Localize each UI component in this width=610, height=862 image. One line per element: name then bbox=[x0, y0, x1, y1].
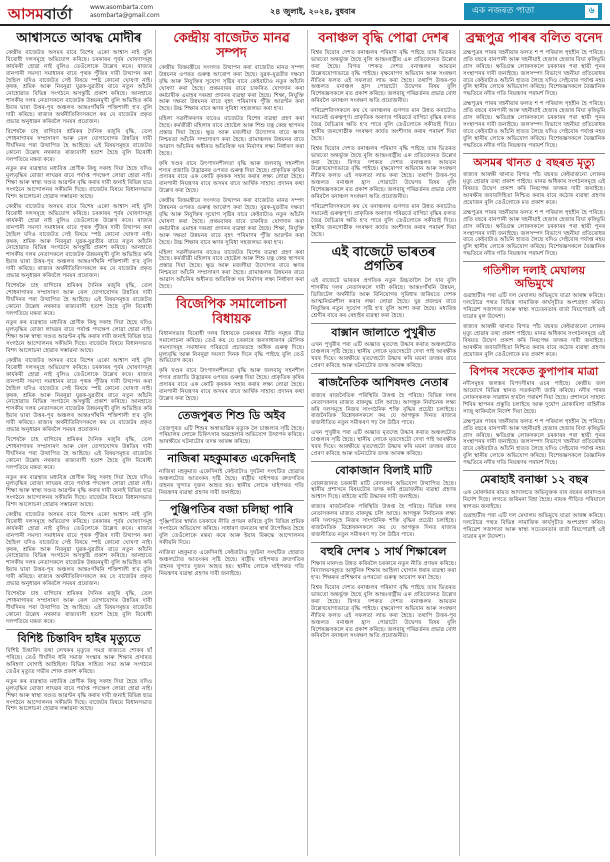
article-text: গুৱাহাটীৰ পৰা এটি দল মেঘালয় অভিমুখে যাত্ৰা আৰম্ভ কৰিছে। দলটোৱে পথত বিভিন্ন সামাজিক কাৰ্যসূচীত অংশগ্ৰহণ কৰিব। পৰিৱেশ সজাগতা আৰু স্বাস্থ্য সচেতনতাৰ বাৰ্তা বিয়পোৱাই এই যাত্ৰাৰ মূল উদ্দেশ্য। bbox=[463, 293, 605, 321]
article-text: বিশ্বৰ যিবোৰ দেশত বনাঞ্চলৰ পৰিমাণ বৃদ্ধি পাইছে তাৰ ভিতৰত ভাৰতো অন্তৰ্ভুক্ত হৈছে বুলি আন্তঃৰাষ্ট্ৰীয় এক প্ৰতিবেদনত উল্লেখ কৰা হৈছে। বিগত দশকত দেশত বনাঞ্চলৰ আয়তন উল্লেখযোগ্যভাৱে বৃদ্ধি পাইছে। বৃক্ষৰোপণ অভিযান আৰু সংৰক্ষণ নীতিৰ ফলত এই সফলতা লাভ কৰা হৈছে। তথাপি উত্তৰ-পূব অঞ্চলত বনাঞ্চল হ্ৰাস পোৱাটো উদ্বেগৰ বিষয় বুলি বিশেষজ্ঞসকলে মত প্ৰকাশ কৰিছে। জলবায়ু পৰিৱৰ্তনৰ প্ৰভাৱ ৰোধ কৰিবলৈ বনাঞ্চল সংৰক্ষণ অতি প্ৰয়োজনীয়। bbox=[311, 145, 456, 201]
article-text: এক মোকৰ্দমাৰ ৰায়ত আদালতে অভিযুক্তক বাৰ বছৰৰ কাৰাদণ্ডৰ নিৰ্দেশ দিছে। লগতে জৰিমনা বিহা হৈছে। ৰায়ক পীড়িত পৰিয়ালে স্বাগতম জনাইছে। bbox=[463, 489, 605, 510]
dateline: ২৪ জুলাই, ২০২৪, বুধবাৰ bbox=[270, 7, 356, 16]
headline: ৰাজনৈতিক আশিষদণ্ড নেতাৰ bbox=[318, 376, 449, 390]
headline: বিজেপিক সমালোচনা বিধায়ক bbox=[176, 296, 287, 327]
column-4 bbox=[463, 30, 605, 856]
section-tag bbox=[464, 3, 602, 20]
article-text: বিশেষকৈ চাহ বাগিচাৰ শ্ৰমিকৰ দৈনিক মজুৰি বৃদ্ধি, তেল শোধনাগাৰৰ সম্প্ৰসাৰণ আৰু ৰেল যোগাযোগৰ উন্নতিৰ দাবী দীৰ্ঘদিনৰ পৰা উত্থাপিত হৈ আহিছে। এই বিষয়সমূহত বাজেটত কোনো উল্লেখ নথকাত ৰাজ্যবাসী হতাশ হৈছে বুলি বিৰোধী দলপতিয়ে মন্তব্য কৰে। bbox=[6, 282, 152, 317]
article-text: মহিলা সৱলীকৰণৰ বাবেও বাজেটত বিশেষ ব্যৱস্থা গ্ৰহণ কৰা হৈছে। কৰ্মজীৱী মহিলাৰ বাবে হোষ্টেল আৰু শিশু যত্ন কেন্দ্ৰ স্থাপনৰ প্ৰস্তাৱ দিয়া হৈছে। ক্ষুদ্ৰ আৰু মজলীয়া উদ্যোগৰ বাবে ঋণৰ নিশ্চয়তা আঁচনি সম্প্ৰসাৰণ কৰা হৈছে। গ্ৰামাঞ্চলৰ উন্নয়নৰ বাবে আৱাস আঁচনিৰ অধীনত অতিৰিক্ত ঘৰ নিৰ্মাণৰ লক্ষ্য নিৰ্ধাৰণ কৰা হৈছে। bbox=[159, 116, 304, 157]
article-text: নদীসমূহৰ জলস্তৰ বিপদসীমাৰ ওচৰ পাইছে। কেন্দ্ৰীয় জল আয়োগে বিভিন্ন স্থানত সতৰ্কবাণী জাৰি কৰিছে। নদীৰ পাৰৰ লোকসকলক সাৱধান হ'বলৈ পৰামৰ্শ দিয়া হৈছে। প্ৰশাসনে সাহায্য শিবিৰ স্থাপনৰ প্ৰস্তুতি চলাইছে আৰু দুৰ্যোগ মোকাবিলা বাহিনীক সাজু থাকিবলৈ নিৰ্দেশ দিয়া হৈছে। bbox=[463, 381, 605, 415]
article-text: ব্ৰহ্মপুত্ৰৰ পাৰৰ খহনীয়াৰ ফলত শ শ পৰিয়াল গৃহহীন হৈ পৰিছে। প্ৰতি বছৰে বানপানী আৰু খহনীয়াই হেজাৰ হেজাৰ বিঘা কৃষিভূমি গ্ৰাস কৰিছে। ক্ষতিগ্ৰস্ত লোকসকলে চৰকাৰৰ পৰা স্থায়ী পুনৰ সংস্থাপনৰ দাবী জনাইছে। জলসম্পদ বিভাগে খহনীয়া প্ৰতিৰোধৰ বাবে কেইবাটাও আঁচনি হাতত লৈছে যদিও সেইবোৰ পৰ্যাপ্ত নহয় বুলি স্থানীয় লোকে অভিযোগ কৰিছে। বিশেষজ্ঞসকলে বৈজ্ঞানিক পদ্ধতিৰে নদীৰ গতি নিয়ন্ত্ৰণৰ পৰামৰ্শ দিছে। bbox=[463, 101, 605, 149]
article-text: কেন্দ্ৰীয় বাজেটত অসমৰ বাবে বিশেষ একো আশ্বাস নাই বুলি বিৰোধী দলসমূহে অভিযোগ কৰিছে। চৰকাৰৰ পূৰ্বৰ ঘোষণাসমূহ কাৰ্যকৰী হোৱা নাই বুলিও তেওঁলোকে উল্লেখ কৰে। ৰাজ্যৰ বানপানী সমস্যা সমাধানৰ বাবে পৃথক পুঁজিৰ দাবী উত্থাপন কৰা হৈছিল যদিও বাজেটত সেই বিষয়ে স্পষ্ট কোনো ঘোষণা নাই। কৃষক, শ্ৰমিক আৰু নিবনুৱা যুৱক-যুৱতীৰ বাবে নতুন আঁচনি নোহোৱাত বিভিন্ন সংগঠনে অসন্তুষ্টি প্ৰকাশ কৰিছে। আনহাতে শাসকীয় দলৰ নেতাসকলে বাজেটক উন্নয়নমুখী বুলি অভিহিত কৰি ইয়াৰ দ্বাৰা উত্তৰ-পূব অঞ্চলৰ আন্তঃগাঁথনি শক্তিশালী হ'ব বুলি দাবী কৰিছে। ৰাজ্যৰ অৰ্থনীতিবিদসকলে কয় যে বাজেটৰ প্ৰকৃত প্ৰভাৱ অনুধাৱন কৰিবলৈ সময়ৰ প্ৰয়োজন। bbox=[6, 49, 152, 125]
headline: বোকাজান বিলাই মাটি bbox=[335, 463, 432, 477]
article-text: নতুন কৰ ব্যৱস্থাত মধ্যবিত্ত শ্ৰেণীক কিছু সকাহ দিয়া হৈছে যদিও মূল্যবৃদ্ধিৰ বোজা লাঘৱৰ বাবে পৰ্যাপ্ত পদক্ষেপ লোৱা হোৱা নাই। শিক্ষা আৰু স্বাস্থ্য খণ্ডত আৱণ্টন বৃদ্ধি কৰাৰ দাবী জনাই বিভিন্ন ছাত্ৰ সংগঠনে আন্দোলনৰ সকীয়নি দিছে। বাজেটৰ বিষয়ে বিধানসভাত বিশদ আলোচনা হোৱাৰ সম্ভাৱনা আছে। bbox=[6, 320, 152, 355]
headline: বহুৰি দেশৰ ১ সাৰ্থ শিক্ষাৰেল bbox=[320, 544, 447, 558]
article-text: কেন্দ্ৰীয় বিত্তমন্ত্ৰীয়ে সংসদত উত্থাপন কৰা বাজেটত মানৱ সম্পদ উন্নয়নৰ ওপৰত গুৰুত্ব আৰোপ কৰা হৈছে। যুৱক-যুৱতীৰ দক্ষতা বৃদ্ধি আৰু নিযুক্তিৰ সুযোগ সৃষ্টিৰ বাবে কেইবাটাও নতুন আঁচনি ঘোষণা কৰা হৈছে। প্ৰথমবাৰৰ বাবে চাকৰিত যোগদান কৰা কৰ্মচাৰীক এমাহৰ দৰমহা প্ৰদানৰ ব্যৱস্থা কৰা হৈছে। শিক্ষা, নিযুক্তি আৰু দক্ষতা উন্নয়নৰ বাবে বৃহৎ পৰিমাণৰ পুঁজি আৱণ্টন কৰা হৈছে। উচ্চ শিক্ষাৰ বাবে ঋণৰ সুবিধা সহজলভ্য কৰা হ'ব। bbox=[159, 198, 304, 246]
article-text: গুৱাহাটীৰ পৰা এটি দল মেঘালয় অভিমুখে যাত্ৰা আৰম্ভ কৰিছে। দলটোৱে পথত বিভিন্ন সামাজিক কাৰ্যসূচীত অংশগ্ৰহণ কৰিব। পৰিৱেশ সজাগতা আৰু স্বাস্থ্য সচেতনতাৰ বাৰ্তা বিয়পোৱাই এই যাত্ৰাৰ মূল উদ্দেশ্য। bbox=[463, 513, 605, 541]
headline: বিশিষ্ট চিন্তাবিদ হাইৰ মৃত্যুতে bbox=[17, 631, 141, 645]
headline: বাক্সান জালাতে পুখুৰীত bbox=[331, 325, 436, 339]
article-text: পৰিৱেশবিদসকলে কয় যে বনাঞ্চলৰ গুণগত মান উন্নত কৰাটোও সমানেই গুৰুত্বপূৰ্ণ। প্ৰাকৃতিক অৰণ্যৰ পৰিৱৰ্তে বাগিচা বৃদ্ধিৰ ফলত জৈৱ বৈচিত্ৰ্যৰ ক্ষতি হ'ব পাৰে বুলি তেওঁলোকে সকীয়াই দিয়ে। স্থানীয় জনগোষ্ঠীক সংৰক্ষণ কাৰ্যত অংশীদাৰ কৰাৰ পৰামৰ্শ দিয়া হৈছে। bbox=[311, 203, 456, 238]
column-3 bbox=[311, 30, 456, 856]
article-text: এখন পুখুৰীৰ পৰা এটি অজ্ঞাত মৃতদেহ উদ্ধাৰ কৰাত অঞ্চলটোত চাঞ্চল্যৰ সৃষ্টি হৈছে। স্থানীয় লোকে মৃতদেহটো দেখা পাই আৰক্ষীক খবৰ দিয়ে। আৰক্ষীয়ে মৃতদেহটো উদ্ধাৰ কৰি ময়না তদন্তৰ বাবে প্ৰেৰণ কৰিছে আৰু ঘটনাটোৰ তদন্ত আৰম্ভ কৰিছে। bbox=[311, 430, 456, 457]
article-text: কৃষি খণ্ডৰ বাবে উৎপাদনশীলতা বৃদ্ধি আৰু জলবায়ু সহনশীল শস্যৰ প্ৰজাতি উদ্ভাৱনৰ ওপৰত গুৰুত্ব দিয়া হৈছে। প্ৰাকৃতিক কৃষিৰ প্ৰসাৰৰ বাবে এক কোটি কৃষকক সহায় কৰাৰ লক্ষ্য লোৱা হৈছে। বানপানী নিয়ন্ত্ৰণৰ বাবে অসমৰ বাবে আৰ্থিক সাহায্য প্ৰদানৰ কথা উল্লেখ কৰা হৈছে। bbox=[159, 368, 304, 402]
article-text: বিশেষকৈ চাহ বাগিচাৰ শ্ৰমিকৰ দৈনিক মজুৰি বৃদ্ধি, তেল শোধনাগাৰৰ সম্প্ৰসাৰণ আৰু ৰেল যোগাযোগৰ উন্নতিৰ দাবী দীৰ্ঘদিনৰ পৰা উত্থাপিত হৈ আহিছে। এই বিষয়সমূহত বাজেটত কোনো উল্লেখ নথকাত ৰাজ্যবাসী হতাশ হৈছে বুলি বিৰোধী দলপতিয়ে মন্তব্য কৰে। bbox=[6, 128, 152, 163]
article-text: বিধানসভাৰ বিৰোধী দলৰ বিধায়কে চৰকাৰৰ নীতি সমূহৰ তীব্ৰ সমালোচনা কৰিছে। তেওঁ কয় যে চৰকাৰে জনসাধাৰণৰ মৌলিক সমস্যাসমূহ সমাধানৰ পৰিৱৰ্তে প্ৰচাৰতহে অধিক গুৰুত্ব দিছে। মূল্যবৃদ্ধি আৰু নিবনুৱা সমস্যা দিনক দিনে বৃদ্ধি পাইছে বুলি তেওঁ অভিযোগ কৰে। bbox=[159, 330, 304, 365]
article-text: ৰাজ্যৰ আৰক্ষী থানাত বিগত পাঁচ বছৰত কেইবাজনো লোকৰ মৃত্যু হোৱাৰ তথ্য প্ৰকাশ পাইছে। মানৱ অধিকাৰ সংগঠনসমূহে এই বিষয়ত উদ্বেগ প্ৰকাশ কৰি নিৰপেক্ষ তদন্তৰ দাবী জনাইছে। আৰক্ষীৰ জবাবদিহিতা নিশ্চিত কৰাৰ বাবে কঠোৰ ব্যৱস্থা গ্ৰহণৰ প্ৰয়োজন বুলি তেওঁলোকে মত প্ৰকাশ কৰে। bbox=[463, 324, 605, 358]
headline: বনাঞ্চল বৃদ্ধি পোৱা দেশৰ bbox=[318, 31, 449, 46]
headline: ব্ৰহ্মপুত্ৰ পাৰৰ বলিত বনেদ bbox=[465, 31, 603, 46]
column-1 bbox=[6, 30, 152, 856]
page-number: ৬ bbox=[585, 5, 598, 18]
article-text: কেন্দ্ৰীয় বাজেটত অসমৰ বাবে বিশেষ একো আশ্বাস নাই বুলি বিৰোধী দলসমূহে অভিযোগ কৰিছে। চৰকাৰৰ পূৰ্বৰ ঘোষণাসমূহ কাৰ্যকৰী হোৱা নাই বুলিও তেওঁলোকে উল্লেখ কৰে। ৰাজ্যৰ বানপানী সমস্যা সমাধানৰ বাবে পৃথক পুঁজিৰ দাবী উত্থাপন কৰা হৈছিল যদিও বাজেটত সেই বিষয়ে স্পষ্ট কোনো ঘোষণা নাই। কৃষক, শ্ৰমিক আৰু নিবনুৱা যুৱক-যুৱতীৰ বাবে নতুন আঁচনি নোহোৱাত বিভিন্ন সংগঠনে অসন্তুষ্টি প্ৰকাশ কৰিছে। আনহাতে শাসকীয় দলৰ নেতাসকলে বাজেটক উন্নয়নমুখী বুলি অভিহিত কৰি ইয়াৰ দ্বাৰা উত্তৰ-পূব অঞ্চলৰ আন্তঃগাঁথনি শক্তিশালী হ'ব বুলি দাবী কৰিছে। ৰাজ্যৰ অৰ্থনীতিবিদসকলে কয় যে বাজেটৰ প্ৰকৃত প্ৰভাৱ অনুধাৱন কৰিবলৈ সময়ৰ প্ৰয়োজন। bbox=[6, 203, 152, 280]
headline: মেৰাহাই বনাঞ্চা ১২ বছৰ bbox=[479, 473, 589, 487]
article-text: কেন্দ্ৰীয় বাজেটত অসমৰ বাবে বিশেষ একো আশ্বাস নাই বুলি বিৰোধী দলসমূহে অভিযোগ কৰিছে। চৰকাৰৰ পূৰ্বৰ ঘোষণাসমূহ কাৰ্যকৰী হোৱা নাই বুলিও তেওঁলোকে উল্লেখ কৰে। ৰাজ্যৰ বানপানী সমস্যা সমাধানৰ বাবে পৃথক পুঁজিৰ দাবী উত্থাপন কৰা হৈছিল যদিও বাজেটত সেই বিষয়ে স্পষ্ট কোনো ঘোষণা নাই। কৃষক, শ্ৰমিক আৰু নিবনুৱা যুৱক-যুৱতীৰ বাবে নতুন আঁচনি নোহোৱাত বিভিন্ন সংগঠনে অসন্তুষ্টি প্ৰকাশ কৰিছে। আনহাতে শাসকীয় দলৰ নেতাসকলে বাজেটক উন্নয়নমুখী বুলি অভিহিত কৰি ইয়াৰ দ্বাৰা উত্তৰ-পূব অঞ্চলৰ আন্তঃগাঁথনি শক্তিশালী হ'ব বুলি দাবী কৰিছে। ৰাজ্যৰ অৰ্থনীতিবিদসকলে কয় যে বাজেটৰ প্ৰকৃত প্ৰভাৱ অনুধাৱন কৰিবলৈ সময়ৰ প্ৰয়োজন। bbox=[6, 512, 152, 588]
headline: পুঞ্জিপতিৰ বজা চলিছা পাৰি bbox=[170, 502, 293, 516]
article-text: ৰাজ্যৰ ৰাজনৈতিক পৰিস্থিতি উত্তপ্ত হৈ পৰিছে। বিভিন্ন দলৰ নেতাসকলৰ মাজত বাকযুদ্ধ চলি আছে। আগন্তুক নিৰ্বাচনক লক্ষ্য কৰি দলসমূহে নিজৰ সাংগঠনিক শক্তি বৃদ্ধিৰ প্ৰচেষ্টা চলাইছে। ৰাজনৈতিক বিশ্লেষকসকলে কয় যে আগন্তুক দিনত ৰাজ্যৰ ৰাজনীতিত নতুন সমীকৰণ গঢ় লৈ উঠিব পাৰে। bbox=[311, 392, 456, 427]
article-text: বিশিষ্ট চিন্তাবিদ তথা লেখকৰ মৃত্যুত সমগ্ৰ ৰাজ্যতে শোকৰ ছাঁ পৰিছে। তেওঁ দীৰ্ঘদিন ধৰি সমাজ সংস্কাৰ আৰু শিক্ষাৰ প্ৰসাৰত অৰিহণা যোগাই আহিছিল। বিভিন্ন সাহিত্য সভা আৰু সংগঠনে তেওঁৰ মৃত্যুত গভীৰ শোক প্ৰকাশ কৰিছে। bbox=[6, 648, 152, 675]
section-label: এক নজৰত পাতা bbox=[472, 6, 535, 16]
masthead-email: asombarta@gmail.com bbox=[90, 12, 160, 19]
article-text: নাজিৰা মহকুমাত একেদিনাই কেইবাটাও দুৰ্ঘটনা সংঘটিত হোৱাত অঞ্চলটোত আতংকৰ সৃষ্টি হৈছে। ৰাষ্ট্ৰীয় ঘাইপথত দ্ৰুতগতিৰ বাহনৰ খুন্দাত দুজন আহত হয়। স্থানীয় লোকে ঘাইপথত গতি নিয়ন্ত্ৰণৰ ব্যৱস্থা গ্ৰহণৰ দাবী জনাইছে। bbox=[159, 468, 304, 496]
article-text: বিশেষকৈ চাহ বাগিচাৰ শ্ৰমিকৰ দৈনিক মজুৰি বৃদ্ধি, তেল শোধনাগাৰৰ সম্প্ৰসাৰণ আৰু ৰেল যোগাযোগৰ উন্নতিৰ দাবী দীৰ্ঘদিনৰ পৰা উত্থাপিত হৈ আহিছে। এই বিষয়সমূহত বাজেটত কোনো উল্লেখ নথকাত ৰাজ্যবাসী হতাশ হৈছে বুলি বিৰোধী দলপতিয়ে মন্তব্য কৰে। bbox=[6, 591, 152, 625]
article-text: এখন পুখুৰীৰ পৰা এটি অজ্ঞাত মৃতদেহ উদ্ধাৰ কৰাত অঞ্চলটোত চাঞ্চল্যৰ সৃষ্টি হৈছে। স্থানীয় লোকে মৃতদেহটো দেখা পাই আৰক্ষীক খবৰ দিয়ে। আৰক্ষীয়ে মৃতদেহটো উদ্ধাৰ কৰি ময়না তদন্তৰ বাবে প্ৰেৰণ কৰিছে আৰু ঘটনাটোৰ তদন্ত আৰম্ভ কৰিছে। bbox=[311, 342, 456, 370]
headline: তেজপুৰত শিশু ডি অইব bbox=[177, 408, 286, 422]
article-text: বোকাজানত চৰকাৰী মাটি বেদখলৰ অভিযোগ উত্থাপিত হৈছে। স্থানীয় প্ৰশাসনে বিষয়টোৰ তদন্ত কৰি প্ৰয়োজনীয় ব্যৱস্থা গ্ৰহণৰ আশ্বাস দিছে। ৰাইজে মাটি উদ্ধাৰৰ দাবী জনাইছে। bbox=[311, 480, 456, 501]
article-text: কৃষি খণ্ডৰ বাবে উৎপাদনশীলতা বৃদ্ধি আৰু জলবায়ু সহনশীল শস্যৰ প্ৰজাতি উদ্ভাৱনৰ ওপৰত গুৰুত্ব দিয়া হৈছে। প্ৰাকৃতিক কৃষিৰ প্ৰসাৰৰ বাবে এক কোটি কৃষকক সহায় কৰাৰ লক্ষ্য লোৱা হৈছে। বানপানী নিয়ন্ত্ৰণৰ বাবে অসমৰ বাবে আৰ্থিক সাহায্য প্ৰদানৰ কথা উল্লেখ কৰা হৈছে। bbox=[159, 160, 304, 195]
headline: বিপদৰ সংকেত কুপাপাৰ মাত্ৰা bbox=[469, 364, 599, 378]
article-text: ব্ৰহ্মপুত্ৰৰ পাৰৰ খহনীয়াৰ ফলত শ শ পৰিয়াল গৃহহীন হৈ পৰিছে। প্ৰতি বছৰে বানপানী আৰু খহনীয়াই হেজাৰ হেজাৰ বিঘা কৃষিভূমি গ্ৰাস কৰিছে। ক্ষতিগ্ৰস্ত লোকসকলে চৰকাৰৰ পৰা স্থায়ী পুনৰ সংস্থাপনৰ দাবী জনাইছে। জলসম্পদ বিভাগে খহনীয়া প্ৰতিৰোধৰ বাবে কেইবাটাও আঁচনি হাতত লৈছে যদিও সেইবোৰ পৰ্যাপ্ত নহয় বুলি স্থানীয় লোকে অভিযোগ কৰিছে। বিশেষজ্ঞসকলে বৈজ্ঞানিক পদ্ধতিৰে নদীৰ গতি নিয়ন্ত্ৰণৰ পৰামৰ্শ দিছে। bbox=[463, 209, 605, 258]
article-text: বিশেষকৈ চাহ বাগিচাৰ শ্ৰমিকৰ দৈনিক মজুৰি বৃদ্ধি, তেল শোধনাগাৰৰ সম্প্ৰসাৰণ আৰু ৰেল যোগাযোগৰ উন্নতিৰ দাবী দীৰ্ঘদিনৰ পৰা উত্থাপিত হৈ আহিছে। এই বিষয়সমূহত বাজেটত কোনো উল্লেখ নথকাত ৰাজ্যবাসী হতাশ হৈছে বুলি বিৰোধী দলপতিয়ে মন্তব্য কৰে। bbox=[6, 436, 152, 471]
article-text: শিক্ষাৰ মানদণ্ড উন্নত কৰিবলৈ চৰকাৰে নতুন নীতি প্ৰণয়ন কৰিছে। বিদ্যালয়সমূহত আধুনিক শিক্ষাৰ আহিলা যোগান ধৰাৰ ব্যৱস্থা কৰা হ'ব। শিক্ষকৰ প্ৰশিক্ষণৰ ওপৰতো গুৰুত্ব আৰোপ কৰা হৈছে। bbox=[311, 561, 456, 582]
article-text: পুঞ্জিপতিৰ স্বাৰ্থত চৰকাৰে নীতি প্ৰণয়ন কৰিছে বুলি বিভিন্ন শ্ৰমিক সংগঠনে অভিযোগ কৰিছে। সাধাৰণ জনতাৰ স্বাৰ্থ উপেক্ষিত হৈছে বুলি তেওঁলোকে মন্তব্য কৰে আৰু ইয়াৰ বিৰুদ্ধে আন্দোলনৰ সকীয়নি দিয়ে। bbox=[159, 519, 304, 546]
article-text: ব্ৰহ্মপুত্ৰৰ পাৰৰ খহনীয়াৰ ফলত শ শ পৰিয়াল গৃহহীন হৈ পৰিছে। প্ৰতি বছৰে বানপানী আৰু খহনীয়াই হেজাৰ হেজাৰ বিঘা কৃষিভূমি গ্ৰাস কৰিছে। ক্ষতিগ্ৰস্ত লোকসকলে চৰকাৰৰ পৰা স্থায়ী পুনৰ সংস্থাপনৰ দাবী জনাইছে। জলসম্পদ বিভাগে খহনীয়া প্ৰতিৰোধৰ বাবে কেইবাটাও আঁচনি হাতত লৈছে যদিও সেইবোৰ পৰ্যাপ্ত নহয় বুলি স্থানীয় লোকে অভিযোগ কৰিছে। বিশেষজ্ঞসকলে বৈজ্ঞানিক পদ্ধতিৰে নদীৰ গতি নিয়ন্ত্ৰণৰ পৰামৰ্শ দিছে। bbox=[463, 418, 605, 467]
headline: আশ্বাসতে আবদ্ধ মোদীৰ bbox=[16, 31, 142, 46]
masthead-website: www.asombarta.com bbox=[90, 4, 154, 11]
article-text: নাজিৰা মহকুমাত একেদিনাই কেইবাটাও দুৰ্ঘটনা সংঘটিত হোৱাত অঞ্চলটোত আতংকৰ সৃষ্টি হৈছে। ৰাষ্ট্ৰীয় ঘাইপথত দ্ৰুতগতিৰ বাহনৰ খুন্দাত দুজন আহত হয়। স্থানীয় লোকে ঘাইপথত গতি নিয়ন্ত্ৰণৰ ব্যৱস্থা গ্ৰহণৰ দাবী জনাইছে। bbox=[159, 549, 304, 577]
article-text: কেন্দ্ৰীয় বিত্তমন্ত্ৰীয়ে সংসদত উত্থাপন কৰা বাজেটত মানৱ সম্পদ উন্নয়নৰ ওপৰত গুৰুত্ব আৰোপ কৰা হৈছে। যুৱক-যুৱতীৰ দক্ষতা বৃদ্ধি আৰু নিযুক্তিৰ সুযোগ সৃষ্টিৰ বাবে কেইবাটাও নতুন আঁচনি ঘোষণা কৰা হৈছে। প্ৰথমবাৰৰ বাবে চাকৰিত যোগদান কৰা কৰ্মচাৰীক এমাহৰ দৰমহা প্ৰদানৰ ব্যৱস্থা কৰা হৈছে। শিক্ষা, নিযুক্তি আৰু দক্ষতা উন্নয়নৰ বাবে বৃহৎ পৰিমাণৰ পুঁজি আৱণ্টন কৰা হৈছে। উচ্চ শিক্ষাৰ বাবে ঋণৰ সুবিধা সহজলভ্য কৰা হ'ব। bbox=[159, 64, 304, 113]
article-text: ৰাজ্যৰ ৰাজনৈতিক পৰিস্থিতি উত্তপ্ত হৈ পৰিছে। বিভিন্ন দলৰ নেতাসকলৰ মাজত বাকযুদ্ধ চলি আছে। আগন্তুক নিৰ্বাচনক লক্ষ্য কৰি দলসমূহে নিজৰ সাংগঠনিক শক্তি বৃদ্ধিৰ প্ৰচেষ্টা চলাইছে। ৰাজনৈতিক বিশ্লেষকসকলে কয় যে আগন্তুক দিনত ৰাজ্যৰ ৰাজনীতিত নতুন সমীকৰণ গঢ় লৈ উঠিব পাৰে। bbox=[311, 504, 456, 538]
masthead-logo: আসমবাৰ্তা bbox=[8, 5, 73, 23]
article-text: বিশ্বৰ যিবোৰ দেশত বনাঞ্চলৰ পৰিমাণ বৃদ্ধি পাইছে তাৰ ভিতৰত ভাৰতো অন্তৰ্ভুক্ত হৈছে বুলি আন্তঃৰাষ্ট্ৰীয় এক প্ৰতিবেদনত উল্লেখ কৰা হৈছে। বিগত দশকত দেশত বনাঞ্চলৰ আয়তন উল্লেখযোগ্যভাৱে বৃদ্ধি পাইছে। বৃক্ষৰোপণ অভিযান আৰু সংৰক্ষণ নীতিৰ ফলত এই সফলতা লাভ কৰা হৈছে। তথাপি উত্তৰ-পূব অঞ্চলত বনাঞ্চল হ্ৰাস পোৱাটো উদ্বেগৰ বিষয় বুলি বিশেষজ্ঞসকলে মত প্ৰকাশ কৰিছে। জলবায়ু পৰিৱৰ্তনৰ প্ৰভাৱ ৰোধ কৰিবলৈ বনাঞ্চল সংৰক্ষণ অতি প্ৰয়োজনীয়। bbox=[311, 585, 456, 640]
headline: নাজিৰা মহকুমাৰত একেদিনাই bbox=[167, 452, 296, 466]
article-text: বিশ্বৰ যিবোৰ দেশত বনাঞ্চলৰ পৰিমাণ বৃদ্ধি পাইছে তাৰ ভিতৰত ভাৰতো অন্তৰ্ভুক্ত হৈছে বুলি আন্তঃৰাষ্ট্ৰীয় এক প্ৰতিবেদনত উল্লেখ কৰা হৈছে। বিগত দশকত দেশত বনাঞ্চলৰ আয়তন উল্লেখযোগ্যভাৱে বৃদ্ধি পাইছে। বৃক্ষৰোপণ অভিযান আৰু সংৰক্ষণ নীতিৰ ফলত এই সফলতা লাভ কৰা হৈছে। তথাপি উত্তৰ-পূব অঞ্চলত বনাঞ্চল হ্ৰাস পোৱাটো উদ্বেগৰ বিষয় বুলি বিশেষজ্ঞসকলে মত প্ৰকাশ কৰিছে। জলবায়ু পৰিৱৰ্তনৰ প্ৰভাৱ ৰোধ কৰিবলৈ বনাঞ্চল সংৰক্ষণ অতি প্ৰয়োজনীয়। bbox=[311, 49, 456, 105]
article-text: কেন্দ্ৰীয় বাজেটত অসমৰ বাবে বিশেষ একো আশ্বাস নাই বুলি বিৰোধী দলসমূহে অভিযোগ কৰিছে। চৰকাৰৰ পূৰ্বৰ ঘোষণাসমূহ কাৰ্যকৰী হোৱা নাই বুলিও তেওঁলোকে উল্লেখ কৰে। ৰাজ্যৰ বানপানী সমস্যা সমাধানৰ বাবে পৃথক পুঁজিৰ দাবী উত্থাপন কৰা হৈছিল যদিও বাজেটত সেই বিষয়ে স্পষ্ট কোনো ঘোষণা নাই। কৃষক, শ্ৰমিক আৰু নিবনুৱা যুৱক-যুৱতীৰ বাবে নতুন আঁচনি নোহোৱাত বিভিন্ন সংগঠনে অসন্তুষ্টি প্ৰকাশ কৰিছে। আনহাতে শাসকীয় দলৰ নেতাসকলে বাজেটক উন্নয়নমুখী বুলি অভিহিত কৰি ইয়াৰ দ্বাৰা উত্তৰ-পূব অঞ্চলৰ আন্তঃগাঁথনি শক্তিশালী হ'ব বুলি দাবী কৰিছে। ৰাজ্যৰ অৰ্থনীতিবিদসকলে কয় যে বাজেটৰ প্ৰকৃত প্ৰভাৱ অনুধাৱন কৰিবলৈ সময়ৰ প্ৰয়োজন। bbox=[6, 358, 152, 434]
masthead-contact bbox=[90, 4, 160, 20]
article-text: মহিলা সৱলীকৰণৰ বাবেও বাজেটত বিশেষ ব্যৱস্থা গ্ৰহণ কৰা হৈছে। কৰ্মজীৱী মহিলাৰ বাবে হোষ্টেল আৰু শিশু যত্ন কেন্দ্ৰ স্থাপনৰ প্ৰস্তাৱ দিয়া হৈছে। ক্ষুদ্ৰ আৰু মজলীয়া উদ্যোগৰ বাবে ঋণৰ নিশ্চয়তা আঁচনি সম্প্ৰসাৰণ কৰা হৈছে। গ্ৰামাঞ্চলৰ উন্নয়নৰ বাবে আৱাস আঁচনিৰ অধীনত অতিৰিক্ত ঘৰ নিৰ্মাণৰ লক্ষ্য নিৰ্ধাৰণ কৰা হৈছে। bbox=[159, 249, 304, 291]
article-text: ব্ৰহ্মপুত্ৰৰ পাৰৰ খহনীয়াৰ ফলত শ শ পৰিয়াল গৃহহীন হৈ পৰিছে। প্ৰতি বছৰে বানপানী আৰু খহনীয়াই হেজাৰ হেজাৰ বিঘা কৃষিভূমি গ্ৰাস কৰিছে। ক্ষতিগ্ৰস্ত লোকসকলে চৰকাৰৰ পৰা স্থায়ী পুনৰ সংস্থাপনৰ দাবী জনাইছে। জলসম্পদ বিভাগে খহনীয়া প্ৰতিৰোধৰ বাবে কেইবাটাও আঁচনি হাতত লৈছে যদিও সেইবোৰ পৰ্যাপ্ত নহয় বুলি স্থানীয় লোকে অভিযোগ কৰিছে। বিশেষজ্ঞসকলে বৈজ্ঞানিক পদ্ধতিৰে নদীৰ গতি নিয়ন্ত্ৰণৰ পৰামৰ্শ দিছে। bbox=[463, 49, 605, 98]
article-text: নতুন কৰ ব্যৱস্থাত মধ্যবিত্ত শ্ৰেণীক কিছু সকাহ দিয়া হৈছে যদিও মূল্যবৃদ্ধিৰ বোজা লাঘৱৰ বাবে পৰ্যাপ্ত পদক্ষেপ লোৱা হোৱা নাই। শিক্ষা আৰু স্বাস্থ্য খণ্ডত আৱণ্টন বৃদ্ধি কৰাৰ দাবী জনাই বিভিন্ন ছাত্ৰ সংগঠনে আন্দোলনৰ সকীয়নি দিছে। বাজেটৰ বিষয়ে বিধানসভাত বিশদ আলোচনা হোৱাৰ সম্ভাৱনা আছে। bbox=[6, 166, 152, 201]
headline: কেন্দ্ৰীয় বাজেটত মানৱ সম্পদ bbox=[173, 31, 290, 61]
article-text: তেজপুৰত এটি শিশুৰ অস্বাভাৱিক মৃত্যুক লৈ চাঞ্চল্যৰ সৃষ্টি হৈছে। পৰিয়ালৰ লোকে চিকিৎসাৰ অৱহেলাৰ অভিযোগ উত্থাপন কৰিছে। আৰক্ষীয়ে ঘটনাটোৰ তদন্ত আৰম্ভ কৰিছে। bbox=[159, 425, 304, 446]
article-text: নতুন কৰ ব্যৱস্থাত মধ্যবিত্ত শ্ৰেণীক কিছু সকাহ দিয়া হৈছে যদিও মূল্যবৃদ্ধিৰ বোজা লাঘৱৰ বাবে পৰ্যাপ্ত পদক্ষেপ লোৱা হোৱা নাই। শিক্ষা আৰু স্বাস্থ্য খণ্ডত আৱণ্টন বৃদ্ধি কৰাৰ দাবী জনাই বিভিন্ন ছাত্ৰ সংগঠনে আন্দোলনৰ সকীয়নি দিছে। বাজেটৰ বিষয়ে বিধানসভাত বিশদ আলোচনা হোৱাৰ সম্ভাৱনা আছে। bbox=[6, 678, 152, 713]
article-text: ৰাজ্যৰ আৰক্ষী থানাত বিগত পাঁচ বছৰত কেইবাজনো লোকৰ মৃত্যু হোৱাৰ তথ্য প্ৰকাশ পাইছে। মানৱ অধিকাৰ সংগঠনসমূহে এই বিষয়ত উদ্বেগ প্ৰকাশ কৰি নিৰপেক্ষ তদন্তৰ দাবী জনাইছে। আৰক্ষীৰ জবাবদিহিতা নিশ্চিত কৰাৰ বাবে কঠোৰ ব্যৱস্থা গ্ৰহণৰ প্ৰয়োজন বুলি তেওঁলোকে মত প্ৰকাশ কৰে। bbox=[463, 172, 605, 206]
masthead bbox=[0, 0, 610, 26]
headline: অসমৰ থানত ৫ বছৰত মৃত্যু bbox=[473, 155, 595, 169]
article-text: পৰিৱেশবিদসকলে কয় যে বনাঞ্চলৰ গুণগত মান উন্নত কৰাটোও সমানেই গুৰুত্বপূৰ্ণ। প্ৰাকৃতিক অৰণ্যৰ পৰিৱৰ্তে বাগিচা বৃদ্ধিৰ ফলত জৈৱ বৈচিত্ৰ্যৰ ক্ষতি হ'ব পাৰে বুলি তেওঁলোকে সকীয়াই দিয়ে। স্থানীয় জনগোষ্ঠীক সংৰক্ষণ কাৰ্যত অংশীদাৰ কৰাৰ পৰামৰ্শ দিয়া হৈছে। bbox=[311, 108, 456, 142]
article-text: এই বাজেটে ভাৰতৰ প্ৰগতিক নতুন উচ্চতালৈ লৈ যাব বুলি শাসকীয় দলৰ নেতাসকলে দাবী কৰিছে। আন্তঃগাঁথনি উন্নয়ন, ডিজিটেল অৰ্থনীতি আৰু বিনিয়োগৰ সুবিধাৰ জৰিয়তে দেশক আত্মনিৰ্ভৰশীল কৰাৰ লক্ষ্য লোৱা হৈছে। যুৱ প্ৰজন্মৰ বাবে নিযুক্তিৰ নতুন সুযোগ সৃষ্টি হ'ব বুলি আশা কৰা হৈছে। মধ্যবিত্ত শ্ৰেণীৰ বাবে কৰ ৰেহাইৰ ব্যৱস্থা কৰা হৈছে। bbox=[311, 278, 456, 319]
article-text: নতুন কৰ ব্যৱস্থাত মধ্যবিত্ত শ্ৰেণীক কিছু সকাহ দিয়া হৈছে যদিও মূল্যবৃদ্ধিৰ বোজা লাঘৱৰ বাবে পৰ্যাপ্ত পদক্ষেপ লোৱা হোৱা নাই। শিক্ষা আৰু স্বাস্থ্য খণ্ডত আৱণ্টন বৃদ্ধি কৰাৰ দাবী জনাই বিভিন্ন ছাত্ৰ সংগঠনে আন্দোলনৰ সকীয়নি দিছে। বাজেটৰ বিষয়ে বিধানসভাত বিশদ আলোচনা হোৱাৰ সম্ভাৱনা আছে। bbox=[6, 474, 152, 509]
column-2 bbox=[159, 30, 304, 856]
headline: গতিশীল দলাই মেঘালয় অভিমুখে bbox=[482, 264, 586, 290]
headline: এই বাজেটে ভাৰতৰ প্ৰগতিৰ bbox=[331, 244, 436, 275]
